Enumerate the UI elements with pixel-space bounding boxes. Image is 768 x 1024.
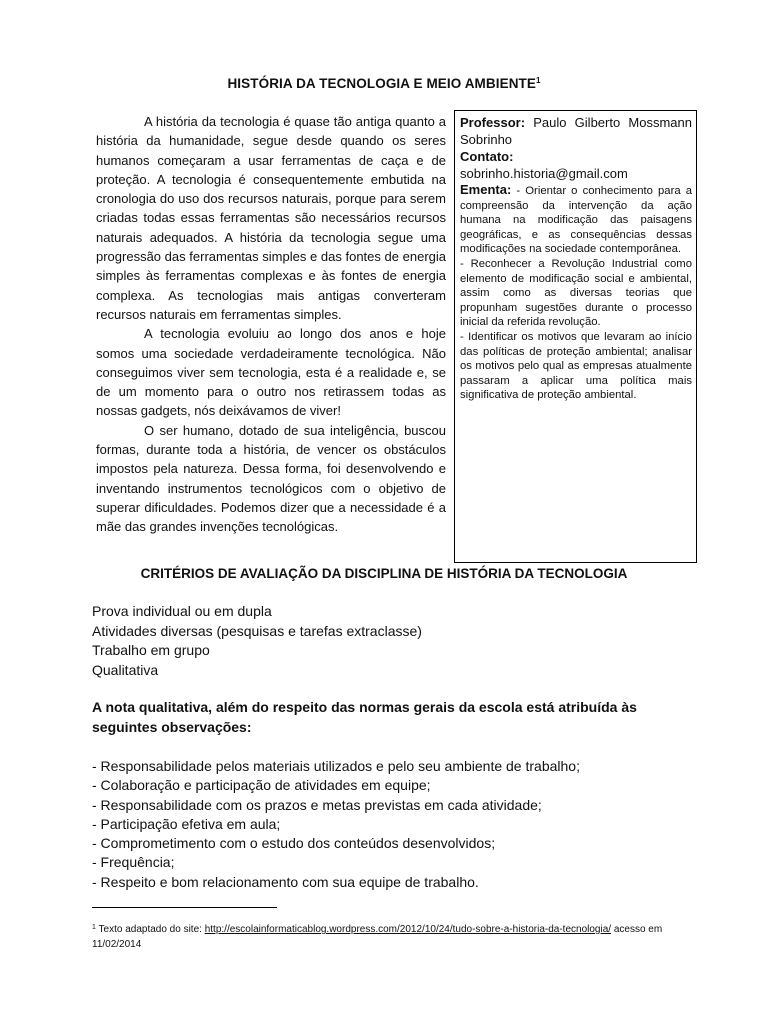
- ementa-label: Ementa:: [460, 182, 512, 197]
- criteria-list: [92, 602, 422, 680]
- intro-paragraph-2: A tecnologia evoluiu ao longo dos anos e hoje somos uma sociedade verdadeiramente tecnológica. Não conseguimos viver sem tecnologia, esta é a realidade e, se de um momento para o outro nos retirassem todas as nossas gadgets, nós deixávamos de viver!: [96, 326, 446, 419]
- observation-item: - Colaboração e participação de atividades em equipe;: [92, 777, 431, 794]
- observation-item: - Respeito e bom relacionamento com sua equipe de trabalho.: [92, 873, 479, 890]
- professor-row: [460, 114, 692, 148]
- qualitative-note: A nota qualitativa, além do respeito das normas gerais da escola está atribuída às seguintes observações:: [92, 699, 637, 735]
- footnote-reference: 1: [536, 76, 541, 85]
- professor-label: Professor:: [460, 115, 526, 130]
- intro-paragraph-1: A história da tecnologia é quase tão antiga quanto a história da humanidade, segue desde quando os seres humanos começaram a usar ferramentas de caça e de proteção. A tecnologia é consequentemente embutida na cronologia do uso dos recursos naturais, porque para serem criadas todas essas ferramentas são necessários recursos naturais adequados. A história da tecnologia segue uma progressão das ferramentas simples e das fontes de energia simples às ferramentas complexas e às fontes de energia complexa. As tecnologias mais antigas converteram recursos naturais em ferramentas simples.: [96, 114, 446, 322]
- criteria-item: Qualitativa: [92, 661, 159, 678]
- contact-email: sobrinho.historia@gmail.com: [460, 166, 628, 181]
- observations-list: [92, 757, 580, 892]
- page-title-text: HISTÓRIA DA TECNOLOGIA E MEIO AMBIENTE: [227, 76, 536, 91]
- footnote-suffix: acesso em 11/02/2014: [92, 924, 663, 950]
- course-info-box: [454, 110, 697, 563]
- page-title: [0, 76, 768, 91]
- criteria-item: Atividades diversas (pesquisas e tarefas extraclasse): [92, 622, 422, 639]
- criteria-item: Trabalho em grupo: [92, 642, 210, 658]
- footnote-prefix: Texto adaptado do site:: [98, 924, 205, 935]
- ementa-item-3: - Identificar os motivos que levaram ao início das políticas de proteção ambiental; analisar os motivos pelo qual as empresas atualmente passaram a aplicar uma política mais significativa de proteção ambiental.: [460, 330, 692, 402]
- observation-item: - Responsabilidade com os prazos e metas previstas em cada atividade;: [92, 796, 542, 813]
- ementa-item-2: - Reconhecer a Revolução Industrial como elemento de modificação social e ambiental, assim como as diversas teorias que propunham sugestões durante o processo inicial da referida revolução.: [460, 257, 692, 329]
- contact-label-row: [460, 148, 692, 165]
- intro-paragraph-3: O ser humano, dotado de sua inteligência, buscou formas, durante toda a história, de vencer os obstáculos impostos pela natureza. Dessa forma, foi desenvolvendo e inventando instrumentos tecnológicos com o objetivo de superar dificuldades. Podemos dizer que a necessidade é a mãe das grandes invenções tecnológicas.: [96, 422, 446, 535]
- criteria-item: Prova individual ou em dupla: [92, 603, 272, 619]
- footnote-mark: 1: [92, 924, 96, 931]
- contact-label: Contato:: [460, 149, 514, 164]
- contact-row: [460, 165, 692, 182]
- footnote: [92, 920, 696, 952]
- professor-name: Paulo Gilberto Mossmann Sobrinho: [460, 115, 692, 147]
- criteria-title: CRITÉRIOS DE AVALIAÇÃO DA DISCIPLINA DE HISTÓRIA DA TECNOLOGIA: [140, 566, 628, 581]
- intro-text: [96, 112, 446, 537]
- ementa-section: [460, 183, 692, 403]
- footnote-divider: [92, 907, 277, 908]
- observation-item: - Participação efetiva em aula;: [92, 815, 281, 832]
- ementa-item-1: [460, 183, 692, 257]
- observation-item: - Comprometimento com o estudo dos conteúdos desenvolvidos;: [92, 835, 496, 852]
- source-link[interactable]: http://escolainformaticablog.wordpress.com/2012/10/24/tudo-sobre-a-historia-da-tecnologia/: [204, 924, 612, 935]
- observation-item: - Responsabilidade pelos materiais utilizados e pelo seu ambiente de trabalho;: [92, 758, 580, 774]
- ementa-item-1-text: - Orientar o conhecimento para a compreensão da intervenção da ação humana na modificação das paisagens geográficas, e as consequências dessas modificações na sociedade contemporânea.: [460, 185, 692, 256]
- observation-item: - Frequência;: [92, 854, 175, 871]
